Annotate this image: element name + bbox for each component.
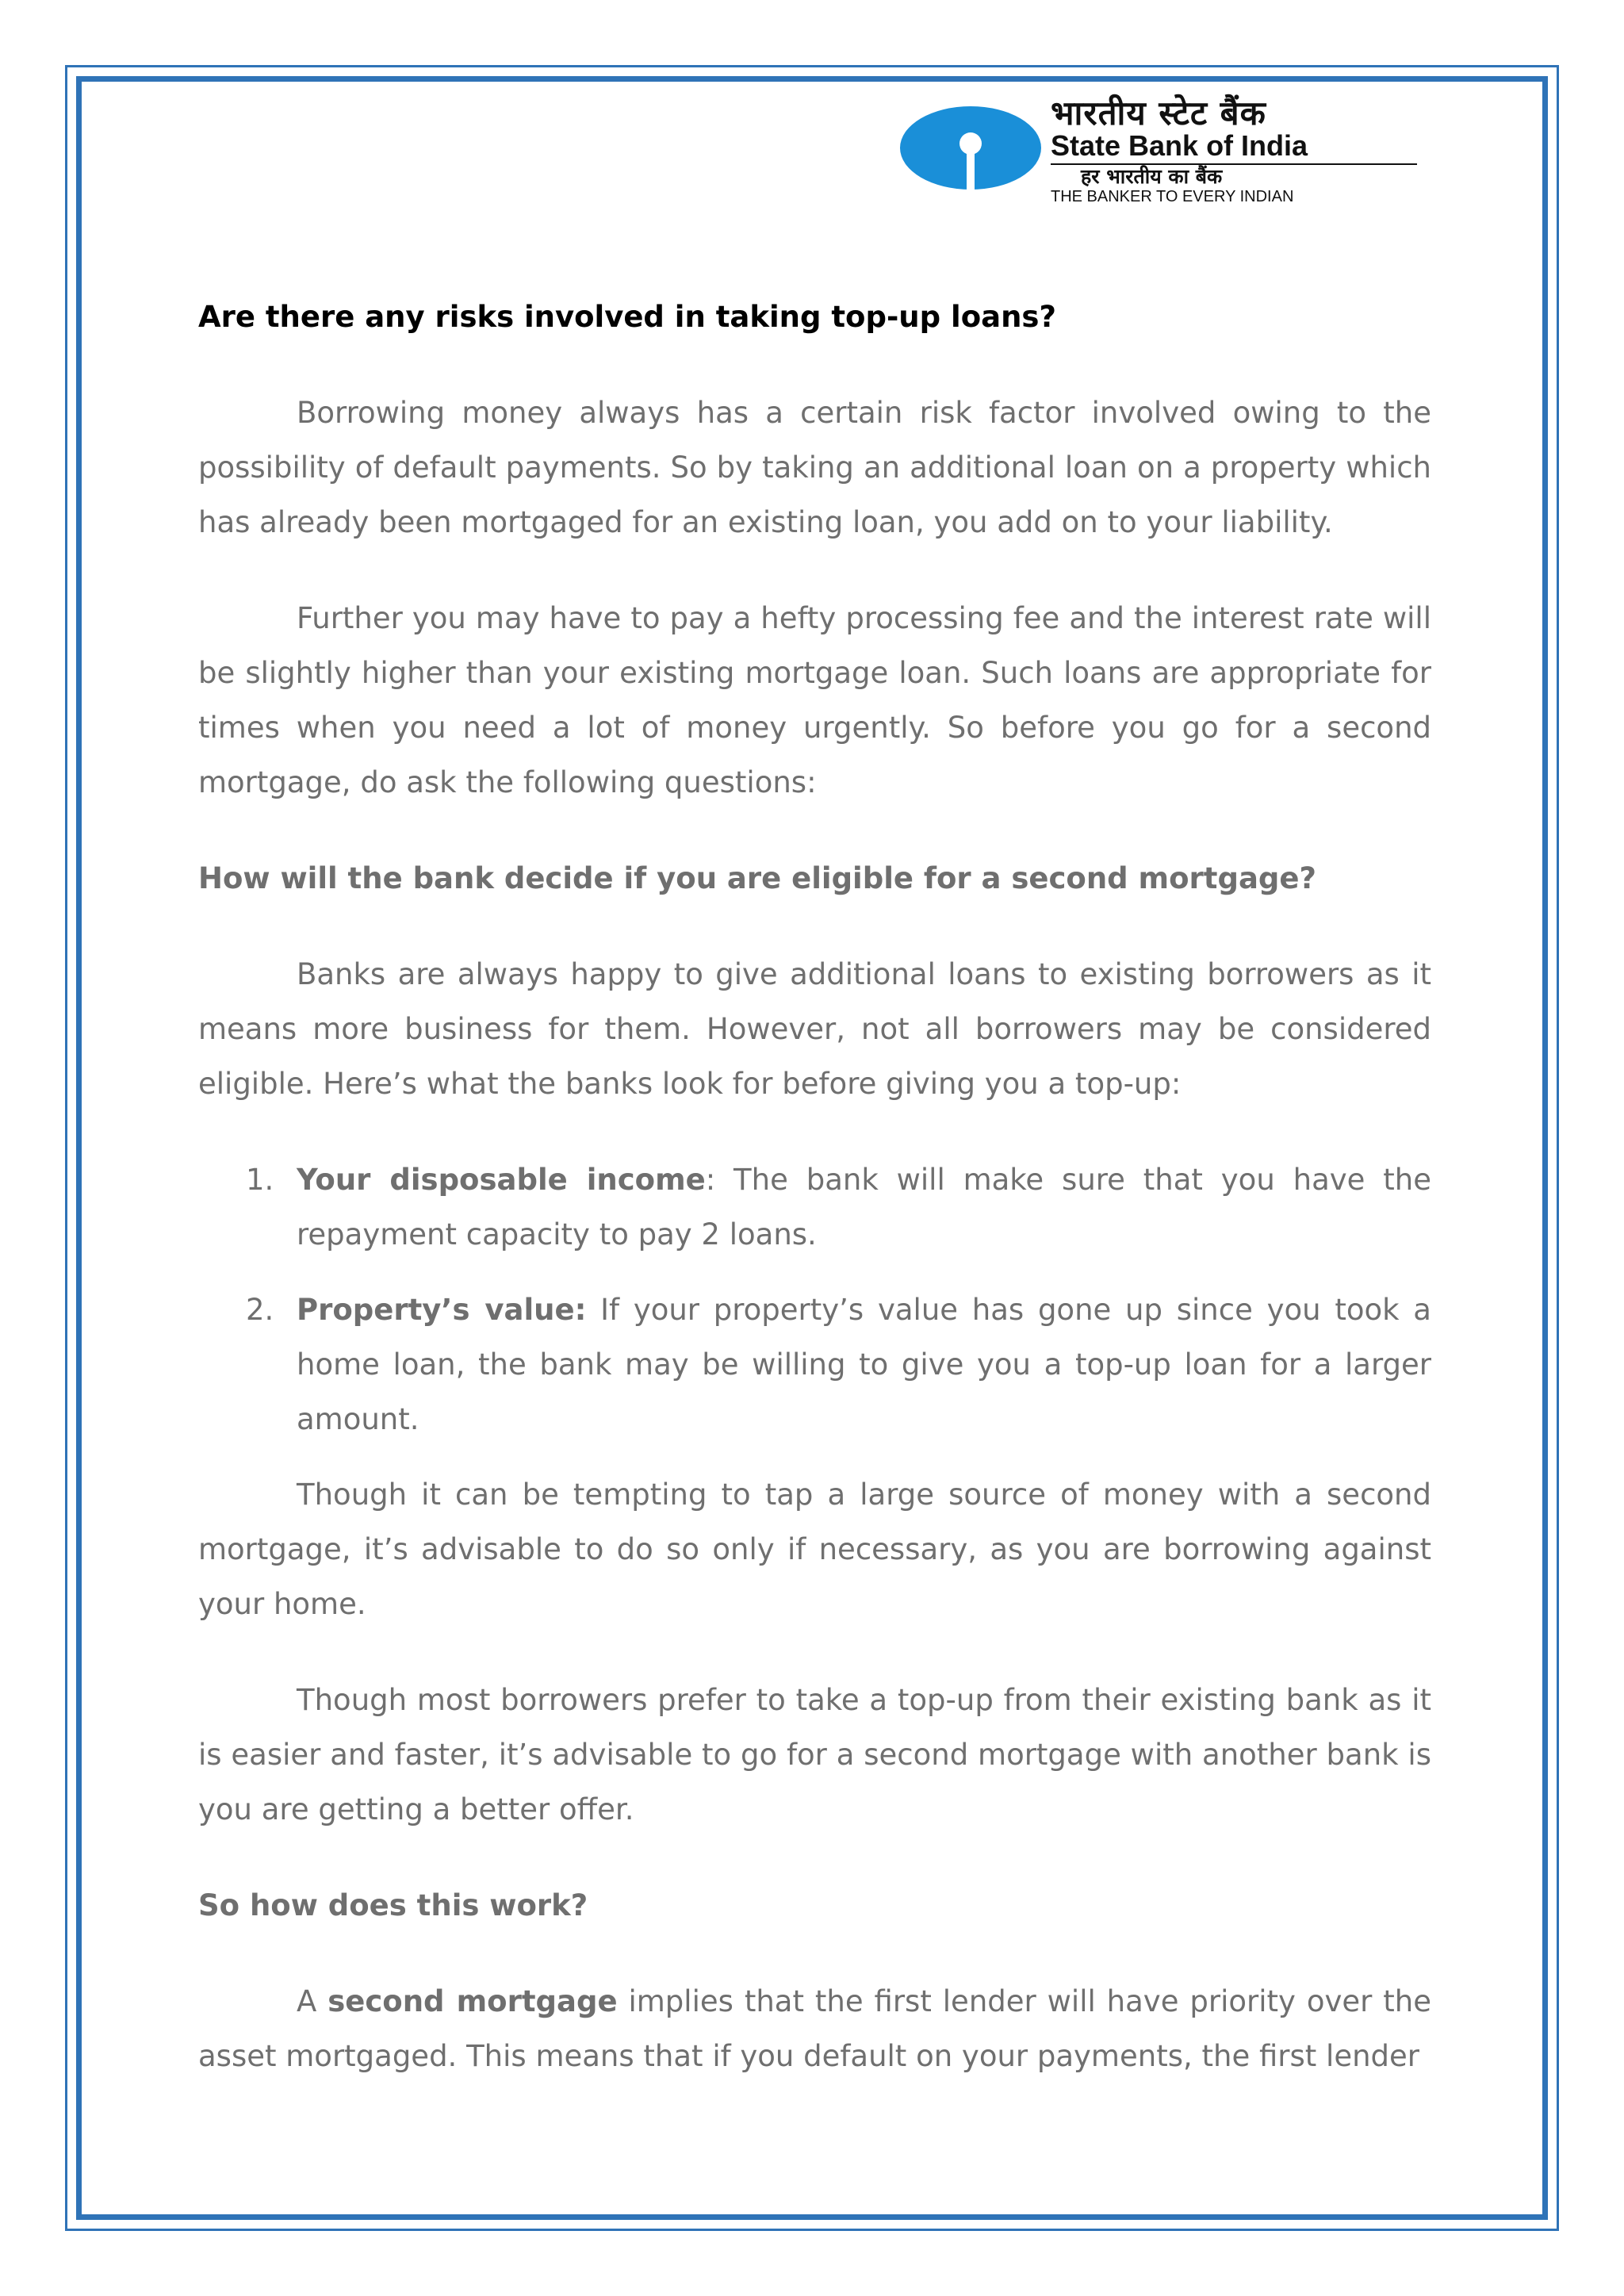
list-term: Your disposable income [297, 1163, 706, 1197]
list-text: : The bank will make sure that you have the repayment capacity to pay 2 loans. [297, 1163, 1431, 1251]
list-number: 1. [246, 1163, 274, 1197]
paragraph-existing-bank: Though most borrowers prefer to take a top-up from their existing bank as it is easier and faster, it’s advisable to go for a second mortgage with another bank is you are getting a better offer. [198, 1683, 1431, 1826]
paragraph-second-mortgage [198, 1974, 1431, 2083]
list-number: 2. [246, 1293, 274, 1327]
text-lead: A [297, 1984, 328, 2018]
paragraph-processing-fee: Further you may have to pay a hefty processing fee and the interest rate will be slightly higher than your existing mortgage loan. Such loans are appropriate for times when you need a lot of money urgently. So before you go for a second mortgage, do ask the following questions: [198, 601, 1431, 799]
list-item [198, 1152, 1431, 1262]
list-term: Property’s value: [297, 1293, 587, 1327]
heading-eligibility: How will the bank decide if you are eligible for a second mortgage? [198, 861, 1316, 895]
logo-hindi-name: भारतीय स्टेट बैंक [1051, 94, 1266, 132]
paragraph-tempting: Though it can be tempting to tap a large source of money with a second mortgage, it’s advisable to do so only if necessary, as you are borrowing against your home. [198, 1478, 1431, 1621]
term-second-mortgage: second mortgage [327, 1984, 618, 2018]
sbi-emblem-icon [900, 106, 1041, 190]
logo-hindi-tagline: हर भारतीय का बैंक [1081, 165, 1223, 188]
list-text: If your property’s value has gone up since you took a home loan, the bank may be willing to give you a top-up loan for a larger amount. [297, 1293, 1431, 1436]
sbi-logo [900, 95, 1431, 206]
article-body [198, 289, 1431, 2083]
heading-how-it-works: So how does this work? [198, 1888, 588, 1922]
text-rest: implies that the first lender will have priority over the asset mortgaged. This means that if you default on your payments, the first lender [198, 1984, 1432, 2073]
paragraph-eligibility: Banks are always happy to give additional loans to existing borrowers as it means more business for them. However, not all borrowers may be considered eligible. Here’s what the banks look for before giving you a top-up: [198, 957, 1431, 1101]
logo-english-tagline: THE BANKER TO EVERY INDIAN [1051, 188, 1294, 205]
logo-english-name: State Bank of India [1051, 129, 1308, 162]
eligibility-criteria-list [198, 1152, 1431, 1447]
heading-risks: Are there any risks involved in taking top-up loans? [198, 300, 1056, 334]
paragraph-risk-factor: Borrowing money always has a certain risk factor involved owing to the possibility of default payments. So by taking an additional loan on a property which has already been mortgaged for an existing loan, you add on to your liability. [198, 396, 1431, 539]
list-item [198, 1282, 1431, 1447]
